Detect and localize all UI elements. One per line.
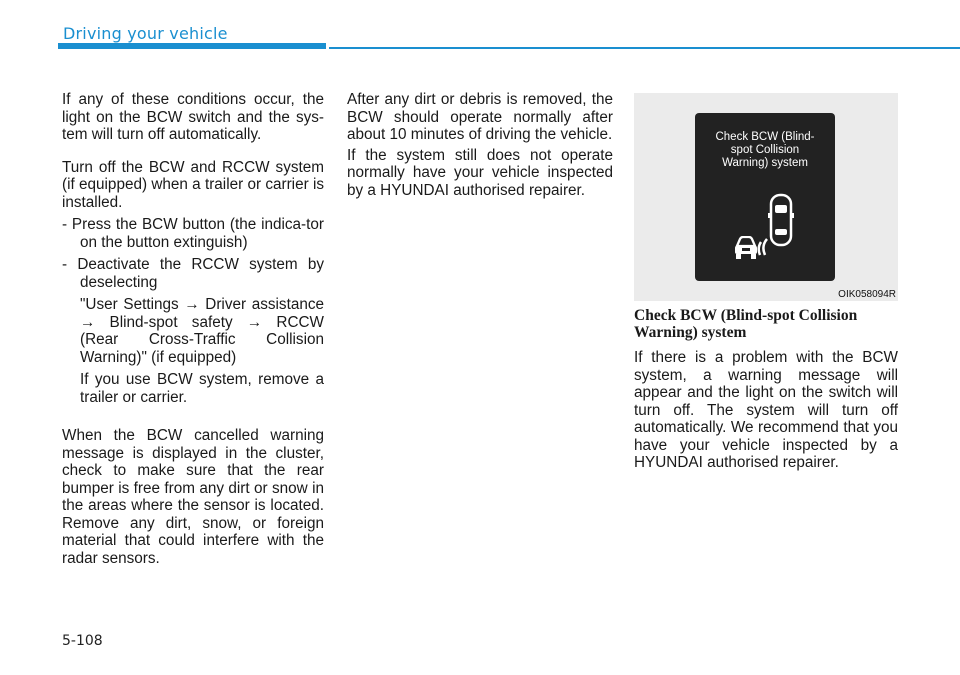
warning-illustration: [634, 93, 898, 301]
paragraph: If the system still does not operate normally have your vehicle inspected by a HYUNDAI authorised repairer.: [347, 146, 613, 199]
cluster-warning-screen: [695, 113, 835, 281]
bullet-item: - Press the BCW button (the indica-tor on the button extinguish): [62, 216, 324, 251]
paragraph: Turn off the BCW and RCCW system (if equipped) when a trailer or carrier is installed.: [62, 158, 324, 211]
section-heading: Check BCW (Blind-spot Collision Warning) system: [634, 307, 858, 341]
text-column-right: [634, 307, 898, 472]
note: If you use BCW system, remove a trailer or carrier.: [80, 371, 324, 406]
page-number: 5-108: [62, 633, 103, 649]
paragraph: After any dirt or debris is removed, the BCW should operate normally after about 10 minutes of driving the vehicle.: [347, 91, 613, 143]
paragraph: If there is a problem with the BCW system, a warning message will appear and the light on the switch will turn off. The system will turn off automatically. We recommend that you have your vehicle inspected by a HYUNDAI authorised repairer.: [634, 349, 898, 471]
header-rule-thick: [58, 43, 326, 49]
menu-path: "User Settings → Driver assistance → Blind-spot safety → RCCW (Rear Cross-Traffic Collision Warning)" (if equipped): [80, 296, 324, 366]
text-column-left: [62, 91, 324, 567]
radar-waves-icon: [757, 237, 773, 259]
screen-text-line: Warning) system: [722, 157, 808, 169]
text-column-middle: [347, 91, 613, 199]
header-rule-thin: [329, 47, 960, 49]
bullet-item: - Deactivate the RCCW system by deselecting: [62, 256, 324, 291]
figure-caption: OIK058094R: [838, 289, 896, 300]
screen-text-line: spot Collision: [730, 144, 800, 156]
screen-text-line: Check BCW (Blind-: [715, 131, 815, 143]
car-rear-icon: [733, 236, 759, 260]
paragraph: If any of these conditions occur, the light on the BCW switch and the sys-tem will turn off automatically.: [62, 91, 324, 143]
section-title: Driving your vehicle: [63, 24, 228, 43]
paragraph: When the BCW cancelled warning message is displayed in the cluster, check to make sure that the rear bumper is free from any dirt or snow in the areas where the sensor is located. Remove any dirt, snow, or foreign material that could interfere with the radar sensors.: [62, 427, 324, 567]
